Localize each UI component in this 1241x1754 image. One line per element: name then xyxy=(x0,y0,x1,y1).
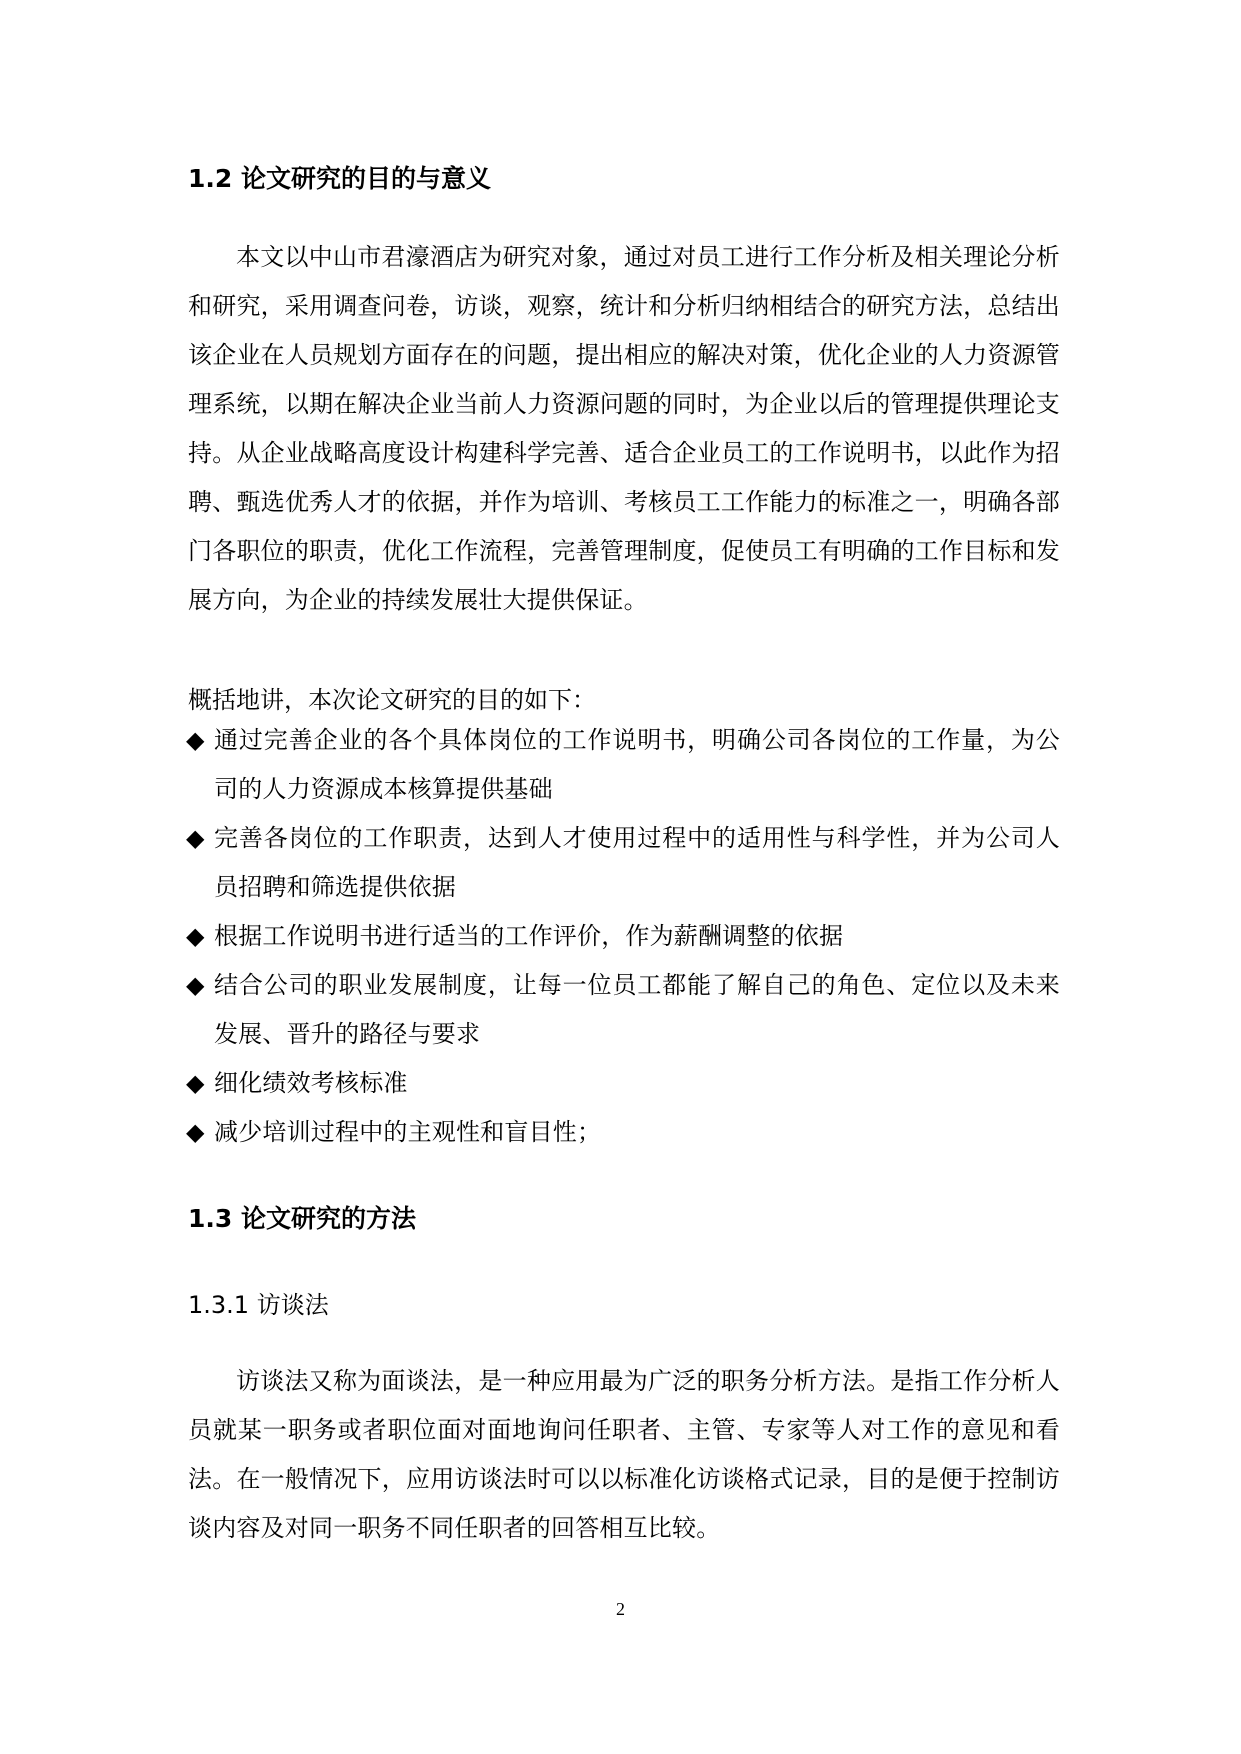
goal-item xyxy=(188,1108,1060,1157)
diamond-bullet-icon: ◆ xyxy=(186,824,205,852)
goal-text: 细化绩效考核标准 xyxy=(214,1069,408,1097)
subsection-heading-1-3-1: 1.3.1 访谈法 xyxy=(188,1291,329,1319)
goal-text: 结合公司的职业发展制度，让每一位员工都能了解自己的角色、定位以及未来发展、晋升的路径与要求 xyxy=(214,971,1060,1048)
goal-item xyxy=(188,716,1060,814)
section-heading-1-2: 1.2 论文研究的目的与意义 xyxy=(188,164,491,193)
goals-intro: 概括地讲，本次论文研究的目的如下： xyxy=(188,686,596,714)
goals-list xyxy=(188,716,1060,1157)
goal-text: 根据工作说明书进行适当的工作评价，作为薪酬调整的依据 xyxy=(214,922,844,950)
diamond-bullet-icon: ◆ xyxy=(186,922,205,950)
goal-text: 完善各岗位的工作职责，达到人才使用过程中的适用性与科学性，并为公司人员招聘和筛选提供依据 xyxy=(214,824,1060,901)
section-heading-1-3: 1.3 论文研究的方法 xyxy=(188,1204,416,1233)
goal-text: 通过完善企业的各个具体岗位的工作说明书，明确公司各岗位的工作量，为公司的人力资源成本核算提供基础 xyxy=(214,726,1060,803)
goal-item xyxy=(188,912,1060,961)
diamond-bullet-icon: ◆ xyxy=(186,971,205,999)
diamond-bullet-icon: ◆ xyxy=(186,1118,205,1146)
diamond-bullet-icon: ◆ xyxy=(186,726,205,754)
goal-item xyxy=(188,961,1060,1059)
page-number: 2 xyxy=(616,1599,625,1619)
diamond-bullet-icon: ◆ xyxy=(186,1069,205,1097)
goal-item xyxy=(188,1059,1060,1108)
section-1-2-paragraph: 本文以中山市君濠酒店为研究对象，通过对员工进行工作分析及相关理论分析和研究，采用调查问卷，访谈，观察，统计和分析归纳相结合的研究方法，总结出该企业在人员规划方面存在的问题，提出相应的解决对策，优化企业的人力资源管理系统，以期在解决企业当前人力资源问题的同时，为企业以后的管理提供理论支持。从企业战略高度设计构建科学完善、适合企业员工的工作说明书，以此作为招聘、甄选优秀人才的依据，并作为培训、考核员工工作能力的标准之一，明确各部门各职位的职责，优化工作流程，完善管理制度，促使员工有明确的工作目标和发展方向，为企业的持续发展壮大提供保证。 xyxy=(188,243,1060,614)
goal-text: 减少培训过程中的主观性和盲目性； xyxy=(214,1118,602,1146)
goal-item xyxy=(188,814,1060,912)
subsection-1-3-1-paragraph: 访谈法又称为面谈法，是一种应用最为广泛的职务分析方法。是指工作分析人员就某一职务或者职位面对面地询问任职者、主管、专家等人对工作的意见和看法。在一般情况下，应用访谈法时可以以标准化访谈格式记录，目的是便于控制访谈内容及对同一职务不同任职者的回答相互比较。 xyxy=(188,1367,1060,1542)
